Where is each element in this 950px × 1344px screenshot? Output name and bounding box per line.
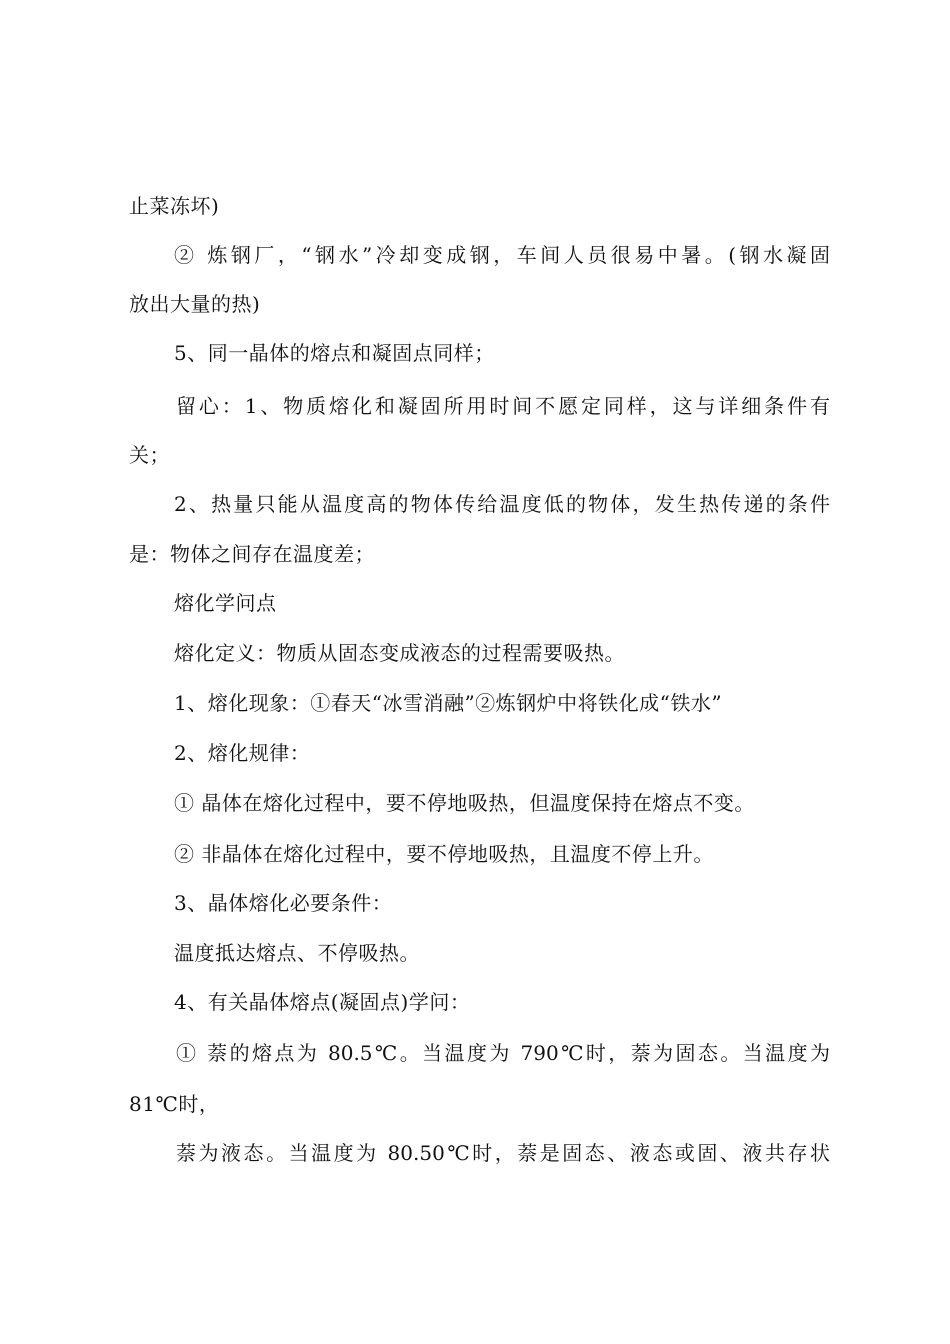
text-line-13: ① 晶体在熔化过程中，要不停地吸热，但温度保持在熔点不变。 <box>174 791 755 815</box>
text-line-20: 萘为液态。当温度为 80.50℃时，萘是固态、液态或固、液共存状 <box>176 1141 830 1165</box>
text-line-14: ② 非晶体在熔化过程中，要不停地吸热，且温度不停上升。 <box>174 842 714 866</box>
text-line-16: 温度抵达熔点、不停吸热。 <box>174 941 420 965</box>
text-line-15: 3、晶体熔化必要条件： <box>174 891 393 915</box>
text-line-11: 1、熔化现象：①春天“冰雪消融”②炼钢炉中将铁化成“铁水” <box>174 691 723 715</box>
text-line-19: 81℃时， <box>129 1092 220 1116</box>
text-line-10: 熔化定义：物质从固态变成液态的过程需要吸热。 <box>174 641 625 665</box>
text-line-1: 止菜冻坏) <box>129 194 220 218</box>
text-line-18: ① 萘的熔点为 80.5℃。当温度为 790℃时，萘为固态。当温度为 <box>176 1041 830 1065</box>
text-line-4: 5、同一晶体的熔点和凝固点同样； <box>174 341 495 365</box>
text-line-7: 2、热量只能从温度高的物体传给温度低的物体，发生热传递的条件 <box>174 492 830 516</box>
text-line-2: ② 炼钢厂，“钢水”冷却变成钢，车间人员很易中暑。(钢水凝固 <box>174 243 830 267</box>
text-line-3: 放出大量的热) <box>129 292 261 316</box>
text-line-12: 2、熔化规律： <box>174 741 311 765</box>
text-line-5: 留心：1、物质熔化和凝固所用时间不愿定同样，这与详细条件有 <box>176 394 830 418</box>
text-line-8: 是：物体之间存在温度差； <box>129 542 375 566</box>
text-line-17: 4、有关晶体熔点(凝固点)学问： <box>174 990 471 1014</box>
text-line-9: 熔化学问点 <box>174 591 277 615</box>
text-line-6: 关； <box>129 443 170 467</box>
